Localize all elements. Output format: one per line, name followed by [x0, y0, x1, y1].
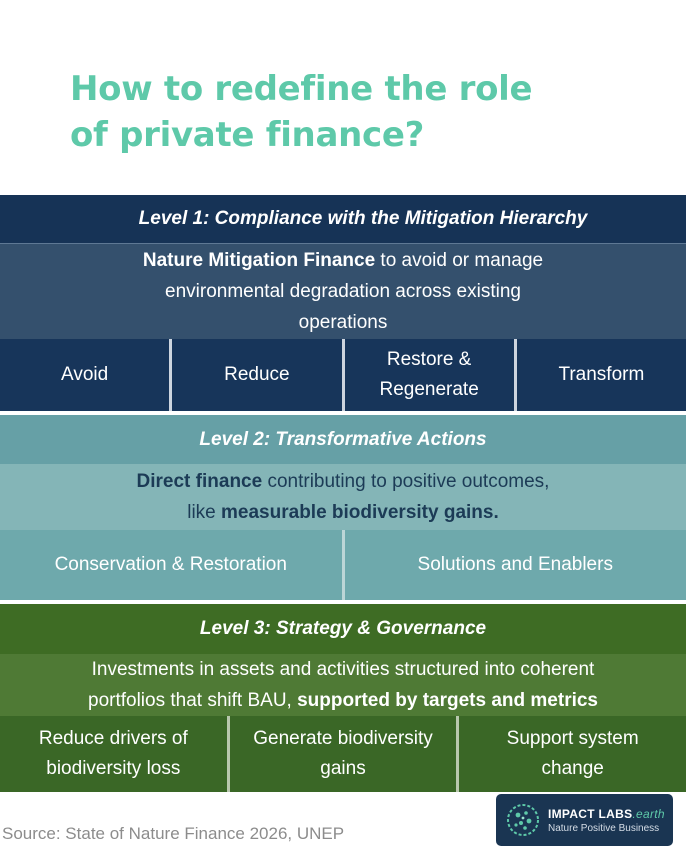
badge-brand-main: IMPACT LABS [548, 806, 633, 821]
level-3-heading: Level 3: Strategy & Governance [0, 604, 686, 654]
level-1-desc-line-3: operations [298, 312, 388, 333]
globe-dots-icon [506, 803, 540, 837]
level-1-desc-bold: Nature Mitigation Finance [142, 250, 376, 271]
level-2-section [0, 415, 686, 600]
badge-brand [548, 807, 665, 821]
cell-label-line-2: change [541, 758, 604, 779]
cell-generate-biodiversity [230, 716, 457, 792]
cell-conservation-restoration: Conservation & Restoration [0, 530, 342, 600]
level-3-section [0, 604, 686, 792]
level-3-desc-line-1: Investments in assets and activities structured into coherent [91, 659, 595, 680]
cell-avoid [0, 339, 169, 411]
level-1-heading: Level 1: Compliance with the Mitigation Hierarchy [0, 195, 686, 243]
impact-labs-badge[interactable] [496, 794, 673, 846]
level-2-desc-line-2 [187, 497, 499, 528]
badge-brand-suffix: .earth [632, 806, 665, 821]
title-line-2: of private finance? [70, 115, 425, 155]
badge-text [548, 807, 665, 834]
title-line-1: How to redefine the role [70, 69, 533, 109]
level-1-description [0, 243, 686, 339]
cell-solutions-enablers: Solutions and Enablers [345, 530, 686, 600]
level-3-desc-bold: supported by targets and metrics [297, 690, 598, 711]
level-2-desc-rest: contributing to positive outcomes, [262, 471, 550, 492]
cell-label-line-1: Support system [506, 728, 639, 749]
cell-reduce [172, 339, 341, 411]
cell-label: Reduce [224, 364, 290, 385]
level-2-desc-pre: like [187, 502, 222, 523]
level-2-heading: Level 2: Transformative Actions [0, 415, 686, 464]
cell-label-line-2: biodiversity loss [46, 758, 181, 779]
level-3-description [0, 654, 686, 716]
cell-label: Transform [558, 364, 645, 385]
level-3-cells [0, 716, 686, 792]
cell-label-line-2: gains [320, 758, 366, 779]
level-3-desc-line-2 [88, 685, 598, 716]
level-2-cells [0, 530, 686, 600]
level-3-desc-pre: portfolios that shift BAU, [88, 690, 298, 711]
level-1-cells [0, 339, 686, 411]
cell-label: Avoid [61, 364, 109, 385]
level-2-desc-bold-2: measurable biodiversity gains. [221, 502, 499, 523]
level-1-desc-rest: to avoid or manage [375, 250, 544, 271]
level-1-desc-line-2: environmental degradation across existing [165, 281, 521, 302]
level-2-description [0, 464, 686, 530]
page-title [70, 66, 670, 158]
badge-tagline: Nature Positive Business [548, 822, 660, 834]
cell-reduce-drivers [0, 716, 227, 792]
cell-support-system-change [459, 716, 686, 792]
level-2-desc-bold-1: Direct finance [136, 471, 263, 492]
cell-label-line-1: Restore & [386, 349, 472, 370]
level-1-section [0, 195, 686, 411]
level-2-desc-line-1 [137, 466, 550, 497]
cell-label-line-1: Generate biodiversity [253, 728, 433, 749]
cell-restore-regenerate [345, 339, 514, 411]
cell-label-line-2: Regenerate [379, 379, 479, 400]
level-1-desc-line-1 [143, 245, 543, 276]
cell-label-line-1: Reduce drivers of [38, 728, 188, 749]
source-note: Source: State of Nature Finance 2026, UNEP [2, 824, 345, 843]
cell-transform [517, 339, 686, 411]
